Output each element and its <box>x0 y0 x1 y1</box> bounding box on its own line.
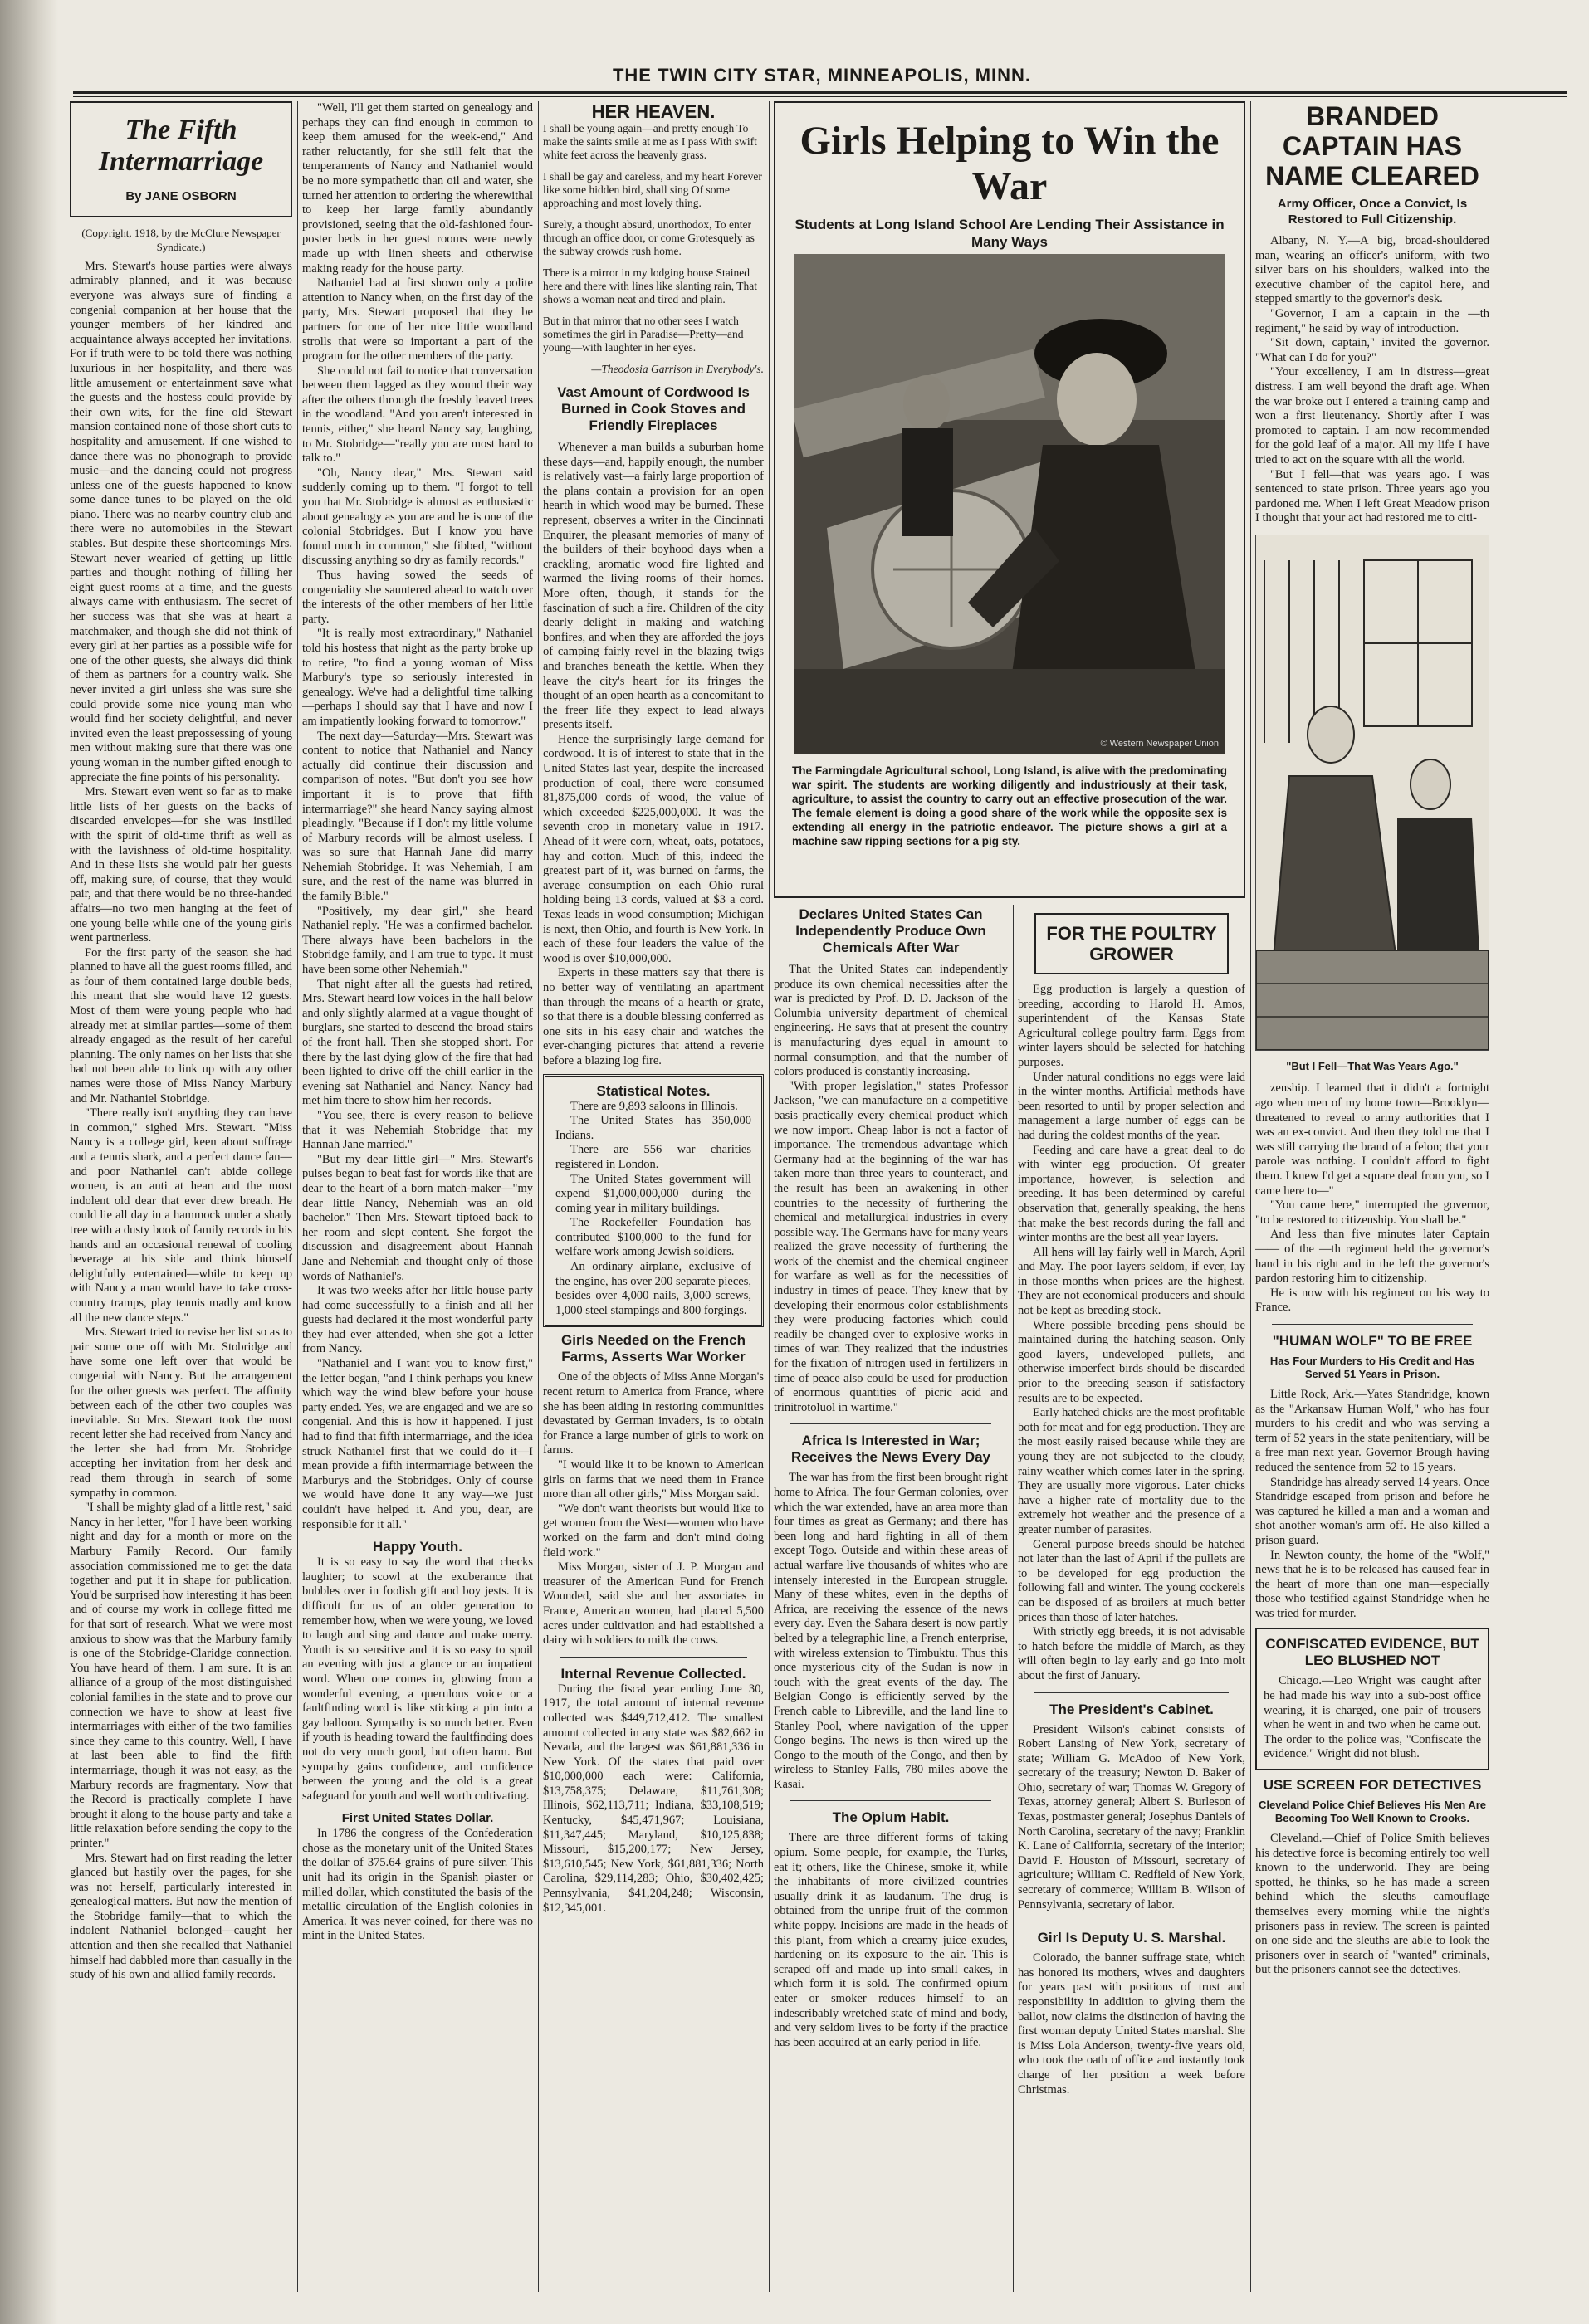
story-paragraph: "Oh, Nancy dear," Mrs. Stewart said suddenly coming up to them. "I forgot to tell you that Mr. Stobridge is almost as enthusiastic about genealogy as you are and he is one of the colonial Stobridges. But I know you have found much in common," she fibbed, "without discussing anything so dry as family records." <box>302 466 533 568</box>
statistical-note: There are 9,893 saloons in Illinois. <box>570 1099 738 1113</box>
story-paragraph: "You see, there is every reason to believe that it was Nehemiah Stobridge that my Hannah Jane married." <box>302 1108 533 1152</box>
captain-paragraph: "Your excellency, I am in distress—great distress. I am well beyond the draft age. When the war broke out I entered a training camp and won a first lieutenancy. Shortly after I was promoted to captain. I am now recommended for the gold leaf of a major. All my life I have tried to act on the square with all the world. <box>1255 365 1489 466</box>
poem-attribution: —Theodosia Garrison in Everybody's. <box>591 363 764 375</box>
statistical-notes-heading: Statistical Notes. <box>596 1082 711 1099</box>
story-paragraph: She could not fail to notice that conversation between them lagged as they wound their way after the others through the freshly leaved trees in the woodland. "And you aren't interested in tennis, either," she heard Nancy say, laughing, to Mr. Stobridge—"really you are most hard to talk to." <box>302 364 533 466</box>
captain-text-continued <box>1255 1081 1489 1316</box>
top-rule <box>73 91 1567 94</box>
captain-deck: Army Officer, Once a Convict, Is Restored to Full Citizenship. <box>1277 197 1468 227</box>
poultry-paragraph: Feeding and care have a great deal to do with winter egg production. Of greater importance, however, is selection and breeding. It has been determined by careful observation that, generally speaking, the hens that make the best records during the fall and winter months are the best all year layers. <box>1018 1143 1245 1245</box>
captain-paragraph: Albany, N. Y.—A big, broad-shouldered man, wearing an officer's uniform, with two silver bars on his shoulders, walked into the executive chamber of the capitol here, and stepped smartly to the governor's desk. <box>1255 234 1489 306</box>
statistical-note: There are 556 war charities registered in London. <box>555 1143 751 1171</box>
story-paragraph: "Nathaniel and I want you to know first," the letter began, "and I think perhaps you knew which way the wind blew before your house party ended. Yes, we are engaged and we are so congenial. And this is how it happened. I just had to find that fifth intermarriage, and the idea struck Nathaniel first that we could do it—I mean provide a fifth intermarriage between the Marburys and the Stobridges. Only of course we would have done it any way—we just couldn't have helped it. And you, dear, are responsible for it all." <box>302 1357 533 1531</box>
statistical-note: The United States has 350,000 Indians. <box>555 1114 751 1142</box>
story-paragraph: The next day—Saturday—Mrs. Stewart was content to notice that Nathaniel and Nancy actually did continue their discussion and comparison of notes. "But don't you see how important it is to prove that fifth intermarriage?" she heard Nancy saying almost pleadingly. "Because if I don't my little volume of Marbury records will be almost useless. I was so sure that Hannah Jane did marry Nehemiah Stobridge. It was Nehemiah, I am sure, and the rest of the name was blurred in the family Bible." <box>302 729 533 904</box>
feature-box <box>774 101 1245 898</box>
story-title-box <box>70 101 292 217</box>
feature-deck: Students at Long Island School Are Lending Their Assistance in Many Ways <box>794 217 1225 250</box>
story-paragraph: "Positively, my dear girl," she heard Nathaniel reply. "He was a confirmed bachelor. There always have been bachelors in the Stobridge family, and I am true to type. It must have been some other Nehemiah." <box>302 904 533 977</box>
column-6 <box>1255 101 1489 2292</box>
top-rule-thin <box>73 96 1567 97</box>
poultry-text <box>1018 983 1245 1684</box>
feature-caption: The Farmingdale Agricultural school, Long Island, is alive with the predominating war spirit. The students are working diligently and industriously at their task, agriculture, to assist the country to carry out an effective prosecution of the war. The female element is doing a good share of the work while the opposite sex is extending all energy in the patriotic endeavor. The picture shows a girl at a machine saw ripping sections for a pig sty. <box>792 764 1227 847</box>
human-wolf-text <box>1255 1388 1489 1622</box>
poultry-paragraph: Egg production is largely a question of breeding, according to Harold H. Amos, superintendent of the Kansas State Agricultural college poultry farm. Eggs from winter layers should be selected for hatching purposes. <box>1018 983 1245 1069</box>
poultry-paragraph: Early hatched chicks are the most profitable both for meat and for egg production. They are the most easily raised because while they are young they are not subjected to the cloudy, rainy weather which comes later in the spring. They are usually more vigorous. Later chicks have a higher rate of mortality due to the extremely hot weather and the presence of a greater number of parasites. <box>1018 1406 1245 1536</box>
courtroom-illustration <box>1255 535 1489 1051</box>
divider <box>790 1800 991 1801</box>
poem <box>543 122 764 354</box>
confiscated-text: Chicago.—Leo Wright was caught after he had made his way into a sub-post office wearing, it is charged, one pair of trousers when he went in and two when he came out. The order to the police was, "Confiscate the evidence." Wright did not blush. <box>1264 1674 1481 1761</box>
captain-paragraph: And less than five minutes later Captain —— of the —th regiment held the governor's hand in his right and in the left the governor's pardon restoring him to citizenship. <box>1255 1228 1489 1286</box>
poem-title: HER HEAVEN. <box>591 101 716 122</box>
drawing-governor-and-captain <box>1256 535 1489 1050</box>
cordwood-paragraph: Experts in these matters say that there is no better way of ventilating an apartment than through the means of a hearth or grate, so that there is a double blessing conferred as one sits in his easy chair and watches the ever-changing pictures that attend a reverie before a blazing log fire. <box>543 966 764 1067</box>
divider <box>1272 1324 1473 1325</box>
statistical-note: The Rockefeller Foundation has contributed $100,000 to the fund for welfare work among Jewish soldiers. <box>555 1216 751 1259</box>
captain-paragraph: He is now with his regiment on his way to France. <box>1255 1286 1489 1315</box>
column-rule <box>538 101 539 2292</box>
poem-stanza: There is a mirror in my lodging house Stained here and there with lines like slanting rain, That shows a woman neat and tired and plain. <box>543 266 758 305</box>
divider <box>1034 1692 1229 1693</box>
human-wolf-heading: "HUMAN WOLF" TO BE FREE <box>1272 1332 1473 1349</box>
poultry-heading: FOR THE POULTRY GROWER <box>1046 923 1217 964</box>
story-paragraph: "But my dear little girl—" Mrs. Stewart's pulses began to beat fast for words like that are dear to the heart of a born match-maker—"my dear little Nancy, Nehemiah was an old bachelor." Then Mrs. Stewart tiptoed back to her room and slept content. She forgot the discussion and disagreement about Hannah Jane and Nehemiah and thought only of those words of Nathaniel's. <box>302 1152 533 1283</box>
cordwood-heading: Vast Amount of Cordwood Is Burned in Cook Stoves and Friendly Fireplaces <box>557 384 750 433</box>
girls-paragraph: "I would like it to be known to American girls on farms that we need them in France more than all other girls," Miss Morgan said. <box>543 1458 764 1501</box>
poultry-paragraph: General purpose breeds should be hatched not later than the last of April if the pullets are to be developed for egg production the following fall and winter. The young cockerels can be disposed of as broilers at much better prices than those of later hatches. <box>1018 1537 1245 1624</box>
poem-stanza: I shall be young again—and pretty enough To make the saints smile at me as I pass With swift white feet across the heavenly grass. <box>543 122 757 161</box>
confiscated-evidence-box <box>1255 1628 1489 1770</box>
story-paragraph: Mrs. Stewart had on first reading the letter glanced but hastily over the pages, for she was not herself, particularly interested in genealogical matters. But now the mention of the Stobridge family—that to which the indolent Nathaniel belonged—caught her attention and then she recalled that Nathaniel himself had dabbled more than casually in the study of his own and allied family records. <box>70 1851 292 1982</box>
divider <box>790 1423 991 1424</box>
captain-heading: BRANDED CAPTAIN HAS NAME CLEARED <box>1265 101 1479 191</box>
screen-deck: Cleveland Police Chief Believes His Men Are Becoming Too Well Known to Crooks. <box>1258 1799 1487 1825</box>
cordwood-text <box>543 441 764 1069</box>
happy-youth-text: It is so easy to say the word that checks laughter; to scowl at the exuberance that bubbles over in foolish gift and boy jests. It is difficult for us of an older generation to remember how, when we were young, we loved to laugh and sing and dance and make merry. Youth is so sensitive and it is so easy to spoil an evening with just a glance or an impatient word. When one comes in, glowing from a wonderful evening, a querulous voice or a faultfinding word is like sticking a pin into a gay balloon. Sympathy is so much better. Even if youth is heading toward the faultfinding does not do very much good, but often harm. But sympathy gains confidence, and confidence between the young and the old is a great safeguard for youth and well worth cultivating. <box>302 1555 533 1803</box>
story-paragraph: For the first party of the season she had planned to have all the guest rooms filled, and as four of them contained large double beds, this meant that she would have 12 guests. Most of them were young people who had already met at similar parties—some of them already engaged as the result of her careful planning. The only names on her lists that she had not been able to link up with any other names were those of Miss Nancy Marbury and Mr. Nathaniel Stobridge. <box>70 945 292 1106</box>
poultry-paragraph: Where possible breeding pens should be maintained during the hatching season. Only good layers, undeveloped pullets, and otherwise imperfect birds should be discarded prior to the breeding season if satisfactory results are to be expected. <box>1018 1318 1245 1405</box>
story-body <box>70 260 292 1983</box>
screen-text: Cleveland.—Chief of Police Smith believes his detective force is becoming entirely too well known to the underworld. They are being spotted, he thinks, so he has made a screen behind which the sleuths camouflage themselves every morning while the night's prisoners pass in review. The screen is painted on one side and the sleuths are able to look the prisoners over in search of "wanted" criminals, but the prisoners cannot see the detectives. <box>1255 1832 1489 1977</box>
girls-paragraph: "We don't want theorists but would like to get women from the West—women who have worked on the farm and don't mind doing field work." <box>543 1501 764 1560</box>
opium-heading: The Opium Habit. <box>832 1809 950 1826</box>
dollar-text: In 1786 the congress of the Confederation chose as the monetary unit of the United States the dollar of 375.64 grains of pure silver. This unit had its origin in the Spanish piaster or milled dollar, which constituted the basis of the metallic circulation of the English colonies in America. It was never coined, for there was no mint in the United States. <box>302 1827 533 1943</box>
statistical-note: An ordinary airplane, exclusive of the engine, has over 200 separate pieces, besides over 4,000 nails, 3,000 screws, 1,000 steel stampings and 800 forgings. <box>555 1260 751 1317</box>
masthead: THE TWIN CITY STAR, MINNEAPOLIS, MINN. <box>612 65 1032 85</box>
chemicals-heading: Declares United States Can Independently Produce Own Chemicals After War <box>795 906 986 955</box>
column-5 <box>1018 906 1245 2292</box>
divider <box>560 1657 747 1658</box>
marshal-heading: Girl Is Deputy U. S. Marshal. <box>1037 1930 1226 1946</box>
poultry-paragraph: All hens will lay fairly well in March, April and May. The poor layers seldom, if ever, lay in those months when prices are the highest. They are not economical producers and should not be kept as breeding stock. <box>1018 1245 1245 1318</box>
column-rule <box>1250 101 1251 2292</box>
story-continued <box>302 101 533 1532</box>
poultry-paragraph: Under natural conditions no eggs were laid in the winter months. Artificial methods have been resorted to until by proper selection and management a large number of eggs can be had during the coldest months of the year. <box>1018 1070 1245 1142</box>
story-paragraph: Mrs. Stewart even went so far as to make little lists of her guests on the backs of discarded envelopes—for she was instilled with the spirit of old-time thrift as well as with the lavishness of old-time hospitality. And in these lists she would pair her guests off, making sure, of course, that they would pair, and that there would be no three-handed affairs—no two men hanging at the feet of one young belle while one of the young girls went partnerless. <box>70 785 292 945</box>
captain-paragraph: "But I fell—that was years ago. I was sentenced to state prison. Three years ago you pardoned me. When I left Great Meadow prison I thought that your act had restored me to citi- <box>1255 467 1489 525</box>
internal-revenue-text: During the fiscal year ending June 30, 1917, the total amount of internal revenue collected was $449,712,412. The smallest amount collected in any state was $82,662 in Nevada, and the largest was $61,881,336 in New York. Of the states that paid over $10,000,000 each were: California, $13,758,375; Delaware, $11,761,308; Illinois, $62,113,711; Indiana, $33,108,519; Kentucky, $45,471,967; Louisiana, $11,347,445; Maryland, $10,125,838; Missouri, $15,200,177; New Jersey, $13,610,545; New York, $61,881,336; North Carolina, $29,114,283; Ohio, $30,402,425; Pennsylvania, $41,204,248; Wisconsin, $12,345,001. <box>543 1682 764 1915</box>
captain-paragraph: zenship. I learned that it didn't a fortnight ago when men of my home town—Brooklyn—threatened to reveal to army authorities that I was an ex-convict. And then they told me that I was still carrying the brand of a felon; that your parole was nothing. I couldn't afford to fight them. I knew I'd get a square deal from you, so I came here to—" <box>1255 1081 1489 1198</box>
statistical-note: The United States government will expend $1,000,000,000 during the coming year in military buildings. <box>555 1172 751 1215</box>
screen-heading: USE SCREEN FOR DETECTIVES <box>1263 1777 1482 1794</box>
illustration-caption: "But I Fell—That Was Years Ago." <box>1286 1059 1459 1072</box>
story-byline: By JANE OSBORN <box>125 189 237 203</box>
column-rule <box>1013 905 1014 2292</box>
story-title-line2: Intermarriage <box>98 146 264 177</box>
captain-paragraph: "Sit down, captain," invited the governor. "What can I do for you?" <box>1255 336 1489 364</box>
internal-revenue-heading: Internal Revenue Collected. <box>560 1665 746 1682</box>
story-paragraph: Mrs. Stewart's house parties were always admirably planned, and it was because everyone was always sure of finding a congenial companion at her house that the younger members of her kindred and acquaintance always accepted her invitations. For if truth were to be told there was nothing luxurious in her hospitality, and there was little amusement or entertainment save what the guests and the hostess could provide by their own wits, for the fine old Stewart mansion contained none of those short cuts to hospitality and amusement. If one wished to dance there was no phonograph to provide music—and the dancing could not progress unless one of the guests happened to know some dance tunes to be played on the old piano. There was no nearby country club and there were no automobiles in the Stewart stables. But despite these shortcomings Mrs. Stewart never wearied of getting up little parties and thought nothing of filling her eight guest rooms at a time, and the guests always came with enthusiasm. The secret of her success was that she was at heart a matchmaker, and though she did not think of every girl at her parties as a possible wife for one of the other guests, she always did think of them as partners for a country walk. She never invited a girl unless she was sure she could provide some nice young man who would find her society delightful, and never invited even the least prepossessing of young men without making sure that there was one young woman in the number gifted enough to appreciate the fine points of his personality. <box>70 259 292 784</box>
girls-paragraph: One of the objects of Miss Anne Morgan's recent return to America from France, where she has been aiding in restoring communities devastated by German invaders, is to obtain for France a large number of girls to work on farms. <box>543 1370 764 1457</box>
poem-stanza: I shall be gay and careless, and my heart Forever like some hidden bird, shall sing Of some approaching and most lovely thing. <box>543 170 762 209</box>
column-1 <box>70 101 292 2292</box>
copyright-line: (Copyright, 1918, by the McClure Newspaper Syndicate.) <box>81 226 281 254</box>
wolf-paragraph: Little Rock, Ark.—Yates Standridge, known as the "Arkansaw Human Wolf," who has four murders to his credit and who was serving a term of 52 years in the state penitentiary, will be a free man next year. Governor Brough having reduced the sentence from 52 to 15 years. <box>1255 1387 1489 1474</box>
feature-photo <box>794 254 1225 754</box>
story-paragraph: "It is really most extraordinary," Nathaniel told his hostess that night as the party broke up to retire, "to find a young woman of Miss Marbury's type so seriously interested in genealogy. We've had a delightful time talking—perhaps I should say that I have and now I am impatiently looking forward to tomorrow." <box>302 627 533 728</box>
girls-needed-heading: Girls Needed on the French Farms, Asserts War Worker <box>561 1332 746 1365</box>
wolf-paragraph: Standridge has already served 14 years. Once Standridge escaped from prison and before he was captured he killed a man and a woman and shot another woman's arm off. He also killed a prison guard. <box>1255 1475 1489 1547</box>
story-paragraph: "There really isn't anything they can have in common," sighed Mrs. Stewart. "Miss Nancy is a college girl, keen about suffrage and a tennis shark, and a perfect dance fan—and poor Nathaniel can't abide college women, is an anti at heart and the most indolent old dear that ever drew breath. He could lie all day in a hammock under a shady tree with a dusty book of family records in his hands and an occasional renewal of cooling beverage at his side and think himself delightfully entertained—while to keep up with Nancy a man would have to take cross-country tramps, play tennis madly and know all the new dance steps." <box>70 1106 292 1325</box>
story-paragraph: Thus having sowed the seeds of congeniality she sauntered ahead to watch over the interests of the other members of her little party. <box>302 569 533 626</box>
column-rule <box>297 101 298 2292</box>
happy-youth-heading: Happy Youth. <box>373 1539 462 1555</box>
girls-needed-text <box>543 1370 764 1648</box>
cordwood-paragraph: Whenever a man builds a suburban home these days—and, happily enough, the number is relatively vast—a fairly large proportion of the plans contain a provision for an open hearth in which wood may be burned. These represent, observes a writer in the Cincinnati Enquirer, the pleasant memories of many of the builders of their boyhood days when a crackling, aromatic wood fire lighted and warmed the living rooms of their homes. More often, though, it stands for the fascination of such a fire. Children of the city dearly delight in making and watching bonfires, and when they are afforded the joys of camping fairly revel in the blazing twigs and branches beneath the kettle. When they leave the city's heart for its fringes the thought of an open hearth as a concomitant to the freer life they expect to lead always presents itself. <box>543 441 764 732</box>
cordwood-paragraph: Hence the surprisingly large demand for cordwood. It is of interest to state that in the United States last year, despite the increased production of coal, there were consumed 81,875,000 cords of wood, the value of which exceeded $225,000,000. It was the seventh crop in monetary value in 1917. Ahead of it were corn, wheat, oats, potatoes, hay and cotton. Much of this, indeed the greatest part of it, was burned on farms, the average consumption on each Ohio rural holding being 13 cords, valued at $3 a cord. Texas leads in wood consumption; Michigan is next, then Ohio, and fourth is New York. In each of these four leaders the value of the wood is over $10,000,000. <box>543 732 764 965</box>
cabinet-text: President Wilson's cabinet consists of Robert Lansing of New York, secretary of state; William G. McAdoo of New York, secretary of the treasury; Newton D. Baker of Ohio, secretary of war; Thomas W. Gregory of Texas, attorney general; Albert S. Burleson of Texas, postmaster general; Josephus Daniels of North Carolina, secretary of the navy; Franklin K. Lane of California, secretary of the interior; David F. Houston of Missouri, secretary of agriculture; William C. Redfield of New York, secretary of commerce; William B. Wilson of Pennsylvania, secretary of labor. <box>1018 1722 1245 1911</box>
binding-shadow <box>0 0 58 2324</box>
opium-text: There are three different forms of taking opium. Some people, for example, the Turks, eat it; others, like the Chinese, smoke it, while the inhabitants of more civilized countries usually drink it as laudanum. The drug is obtained from the unripe fruit of the common white poppy. Incisions are made in the heads of this plant, from which a creamy juice exudes, hardening on its exposure to the air. This is scraped off and made up into small cakes, in which form it is sold. The confirmed opium eater or smoker reduces himself to an indescribably wretched state of mind and body, and very seldom lives to be forty if the practice has been acquired at an early period in life. <box>774 1831 1008 2049</box>
africa-heading: Africa Is Interested in War; Receives the News Every Day <box>790 1433 991 1466</box>
story-paragraph: "Well, I'll get them started on genealogy and perhaps they can find enough in common to keep them amused for the week-end," And rather reluctantly, for she still felt that the temperaments of Nancy and Nathaniel would be no more sympathetic than oil and water, she turned her attention to ordering the wherewithal to keep her large family abundantly provisioned, seeing that the old-fashioned four-poster beds in her guest rooms were newly made up with linen sheets and otherwise making ready for the house party. <box>302 101 533 276</box>
girls-paragraph: Miss Morgan, sister of J. P. Morgan and treasurer of the American Fund for French Wounded, said she and her associates in France, American women, had placed 5,500 acres under cultivation and had established a dairy with soldiers to milk the cows. <box>543 1560 764 1648</box>
statistical-notes-box <box>543 1074 764 1328</box>
human-wolf-deck: Has Four Murders to His Credit and Has Served 51 Years in Prison. <box>1269 1354 1475 1380</box>
photo-illustration <box>794 254 1225 754</box>
captain-text <box>1255 234 1489 526</box>
statistical-notes <box>555 1100 751 1319</box>
story-paragraph: That night after all the guests had retired, Mrs. Stewart heard low voices in the hall below and only slightly alarmed at a vague thought of burglars, she started to descend the broad stairs of the front hall. Then she stopped short. For there by the last dying glow of the fire that had been lighted to drive off the chill earlier in the evening sat Nathaniel and Nancy. Nancy had met him there to show him her records. <box>302 977 533 1108</box>
chemicals-paragraph: That the United States can independently produce its own chemical necessities after the war is predicted by Prof. D. D. Jackson of the Columbia university department of chemical engineering. He says that at present the country is manufacturing dyes equal in amount to normal consumption, and that the number of colors produced is constantly increasing. <box>774 963 1008 1079</box>
chemicals-paragraph: "With proper legislation," states Professor Jackson, "we can manufacture on a competitive basis practically every chemical product which we now import. Cheap labor is not a factor of importance. The tremendous advantage which Germany had at the beginning of the war has taken more than three years to counteract, and the result has been an awakening in other countries to the necessity of furthering the chemical and metallurgical industries in every possible way. The Germans have for many years realized the grave necessity of furthering the work of the chemist and the chemical engineer for warfare as well as for the necessities of industry in times of peace. They knew that by developing their enormous color establishments they were producing factories which could readily be changed over to explosive works in times of war. They realized that the industries for the fixation of nitrogen used in fertilizers in time of peace also could be used for production of enormous quantities of picric acid and trinitrotoluol in wartime." <box>774 1079 1008 1414</box>
africa-text: The war has from the first been brought right home to Africa. The four German colonies, over which the war extended, have an area more than four times as great as Germany; and there has been long and hard fighting in all of them except Togo. Outside and within these areas of actual warfare live thousands of whites who are intensely interested in the European struggle. Many of these whites, even in the depths of Africa, are receiving the essence of the news every day. Even the Sahara desert is now partly belted by a telegraphic line, a French enterprise, with wireless extension to Timbuktu. Thus this once mysterious city of the Sudan is now in touch with the great events of the day. The Belgian Congo is efficiently served by the French cable to Libreville, and the land line to Stanley Pool, where navigation of the upper Congo begins. The news is then wired up the Congo to the mouth of the Congo, and then by wireless to Stanley Falls, 780 miles above the Kasai. <box>774 1471 1008 1791</box>
column-rule <box>769 101 770 2292</box>
poultry-paragraph: With strictly egg breeds, it is not advisable to hatch before the middle of March, as they will often begin to lay early and go into molt about the first of January. <box>1018 1625 1245 1682</box>
column-2 <box>302 101 533 2292</box>
cabinet-heading: The President's Cabinet. <box>1049 1701 1214 1717</box>
story-paragraph: Mrs. Stewart tried to revise her list so as to pair some one off with Mr. Stobridge and have some one left over that would be congenial with Nancy. But the arrangement for the other guests was perfect. The affinity between each of the other two couples was inevitable. So Mrs. Stewart took the most recent letter she had received from Nancy and the letter she had from Mr. Stobridge accepting her invitation from her desk and read them through in search of some sympathy in common. <box>70 1326 292 1500</box>
wolf-paragraph: In Newton county, the home of the "Wolf," news that he is to be released has caused fear in the heart of more than one man—especially those who testified against Standridge when he was tried for murder. <box>1255 1548 1489 1620</box>
feature-title: Girls Helping to Win the War <box>799 119 1220 208</box>
marshal-text: Colorado, the banner suffrage state, which has honored its mothers, wives and daughters for years past with positions of trust and responsibility in addition to giving them the ballot, now claims the distinction of having the first woman deputy United States marshal. She is Miss Lola Anderson, twenty-five years old, who took the oath of office and instantly took charge of her position a week before Christmas. <box>1018 1951 1245 2097</box>
poem-stanza: Surely, a thought absurd, unorthodox, To enter through an office door, or come Grotesquely as the subway crowds rush home. <box>543 218 755 257</box>
story-paragraph: "I shall be mighty glad of a little rest," said Nancy in her letter, "for I have been working night and day for a month or more on the Marbury Family Record. Our family association commissioned me to get the data together and put it in shape for publication. You'd be surprised how interesting it has been and of course my work in college fitted me for that sort of research. What we were most anxious to show was that the Marbury family is one of the Stobridge-Claridge connection. You have heard of them. I am sure. It is an alliance of a group of the most distinguished colonial families in the state and to prove our connection we have to show at least five intermarriages with either of the two families since they came to this country. Well, I have at last been able to find the fifth intermarriage, though it was not easy, as the Marbury records are fragmentary. Now that the Record is practically complete I have brought it along to the house party and take a little relaxation before sending the copy to the printer." <box>70 1501 292 1850</box>
story-title-line1: The Fifth <box>125 115 237 145</box>
column-3 <box>543 101 764 2292</box>
photo-credit: © Western Newspaper Union <box>1100 739 1219 749</box>
captain-paragraph: "You came here," interrupted the governor, "to be restored to citizenship. You shall be." <box>1255 1199 1489 1227</box>
story-paragraph: It was two weeks after her little house party had come successfully to a finish and all her guests had declared it the most wonderful party they had ever attended, when she got a letter from Nancy. <box>302 1284 533 1356</box>
dollar-heading: First United States Dollar. <box>341 1811 494 1826</box>
poultry-title-box <box>1034 913 1229 974</box>
story-paragraph: Nathaniel had at first shown only a polite attention to Nancy when, on the first day of the party, Mrs. Stewart proposed that they be partners for one of her nice little woodland strolls that were so important a part of the program for the other members of the party. <box>302 276 533 364</box>
poem-stanza: But in that mirror that no other sees I watch sometimes the girl in Paradise—Pretty—and young—with laughter in her eyes. <box>543 315 744 354</box>
column-4 <box>774 906 1008 2292</box>
chemicals-text <box>774 963 1008 1415</box>
confiscated-heading: CONFISCATED EVIDENCE, BUT LEO BLUSHED NOT <box>1265 1636 1479 1669</box>
captain-paragraph: "Governor, I am a captain in the —th regiment," he said by way of introduction. <box>1255 306 1489 335</box>
